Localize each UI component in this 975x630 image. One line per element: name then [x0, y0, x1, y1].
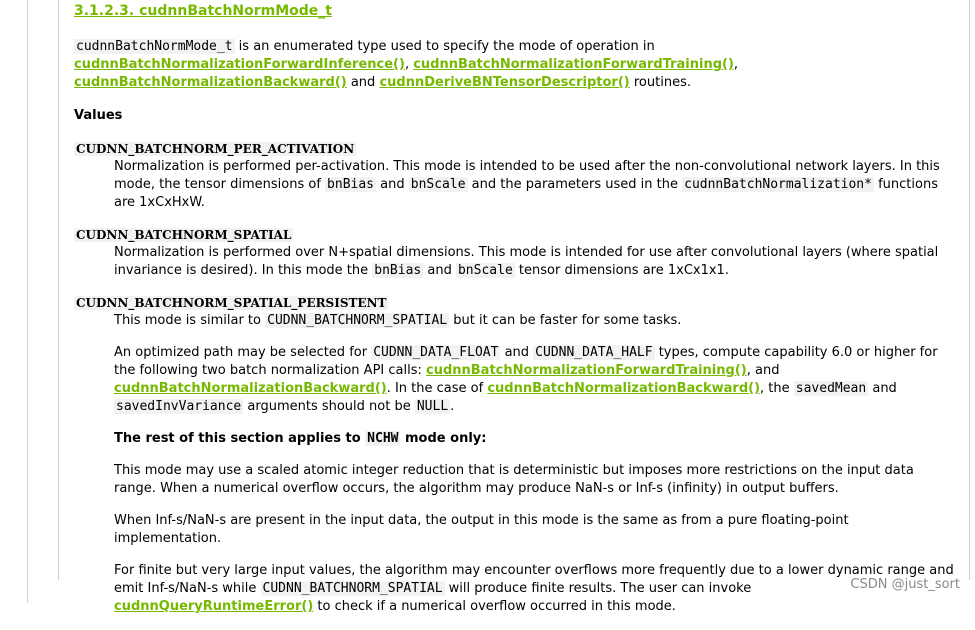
- desc-paragraph: [114, 158, 954, 212]
- desc-text: , and: [746, 363, 780, 378]
- intro-sep: and: [346, 75, 380, 90]
- intro-sep: ,: [733, 57, 739, 72]
- desc-text: and the parameters used in the: [467, 177, 683, 192]
- section-heading[interactable]: 3.1.2.3. cudnnBatchNormMode_t: [74, 3, 332, 19]
- enum-label: CUDNN_BATCHNORM_SPATIAL_PERSISTENT: [76, 296, 387, 310]
- enum-label: CUDNN_BATCHNORM_PER_ACTIVATION: [76, 142, 355, 156]
- inline-code: CUDNN_DATA_HALF: [535, 345, 653, 360]
- desc-text: will produce finite results. The user can invoke: [444, 581, 752, 596]
- desc-paragraph: [114, 344, 954, 416]
- doc-content: [74, 2, 954, 630]
- desc-text: An optimized path may be selected for: [114, 345, 372, 360]
- inline-code: savedInvVariance: [116, 399, 242, 414]
- enum-label: CUDNN_BATCHNORM_SPATIAL: [76, 228, 292, 242]
- inline-code: savedMean: [795, 381, 867, 396]
- desc-text: The rest of this section applies to: [114, 431, 366, 446]
- desc-paragraph: [114, 562, 954, 616]
- enum-desc-spatial: [114, 244, 954, 280]
- inline-code: bnScale: [457, 263, 513, 278]
- desc-paragraph: This mode may use a scaled atomic integer reduction that is deterministic but imposes more restrictions on the input data range. When a numerical overflow occurs, the algorithm may produce NaN-s or Inf-s (infinity) in output buffers.: [114, 463, 914, 496]
- link-backward[interactable]: cudnnBatchNormalizationBackward(): [114, 381, 387, 396]
- enum-desc-per-activation: [114, 158, 954, 212]
- watermark: CSDN @just_sort: [850, 577, 960, 592]
- inline-code: NCHW: [367, 431, 399, 446]
- desc-paragraph: [114, 312, 954, 330]
- desc-text: mode only:: [400, 431, 487, 446]
- desc-text: arguments should not be: [243, 399, 415, 414]
- content-border-line: [58, 0, 59, 580]
- enum-name-per-activation: [74, 140, 954, 158]
- desc-text: but it can be faster for some tasks.: [449, 313, 682, 328]
- link-forward-training[interactable]: cudnnBatchNormalizationForwardTraining(): [413, 57, 734, 72]
- desc-text: For finite but very large input values, the algorithm may encounter overflows more frequently due to a lower dynamic range and emit Inf-s/NaN-s while: [114, 563, 954, 596]
- link-backward[interactable]: cudnnBatchNormalizationBackward(): [487, 381, 761, 396]
- inline-code: CUDNN_DATA_FLOAT: [373, 345, 499, 360]
- inline-code: CUDNN_BATCHNORM_SPATIAL: [267, 313, 448, 328]
- desc-text: . In the case of: [386, 381, 488, 396]
- enum-name-spatial-persistent: [74, 294, 954, 312]
- desc-text: tensor dimensions are 1xCx1x1.: [514, 263, 729, 278]
- inline-code: CUDNN_BATCHNORM_SPATIAL: [262, 581, 443, 596]
- desc-text: and: [376, 177, 409, 192]
- intro-text: is an enumerated type used to specify the mode of operation in: [234, 39, 655, 54]
- inline-code: cudnnBatchNormalization*: [684, 177, 872, 192]
- link-forward-inference[interactable]: cudnnBatchNormalizationForwardInference(): [74, 57, 405, 72]
- inline-code: NULL: [416, 399, 449, 414]
- desc-text: functions are 1xCxHxW.: [114, 177, 938, 210]
- intro-sep: ,: [404, 57, 414, 72]
- enum-desc-spatial-persistent: [114, 312, 954, 616]
- values-list: [74, 140, 954, 616]
- inline-code: bnScale: [410, 177, 466, 192]
- desc-text: , the: [760, 381, 794, 396]
- desc-paragraph: When Inf-s/NaN-s are present in the input data, the output in this mode is the same as from a pure floating-point implementation.: [114, 513, 849, 546]
- intro-text: routines.: [629, 75, 691, 90]
- desc-paragraph: [114, 244, 954, 280]
- left-border-line: [27, 0, 28, 603]
- link-forward-training[interactable]: cudnnBatchNormalizationForwardTraining(): [426, 363, 747, 378]
- desc-text: Normalization is performed per-activation. This mode is intended to be used after the non-convolutional network layers. In this mode, the tensor dimensions of: [114, 159, 940, 192]
- desc-paragraph-note: [114, 430, 954, 448]
- right-border-line: [969, 0, 970, 580]
- link-query-runtime-error[interactable]: cudnnQueryRuntimeError(): [114, 599, 314, 614]
- desc-text: Normalization is performed over N+spatial dimensions. This mode is intended for use after convolutional layers (where spatial invariance is desired). In this mode the: [114, 245, 939, 278]
- desc-text: .: [450, 399, 455, 414]
- desc-text: and: [868, 381, 897, 396]
- desc-text: to check if a numerical overflow occurred in this mode.: [313, 599, 676, 614]
- inline-code: bnBias: [374, 263, 422, 278]
- enum-name-spatial: [74, 226, 954, 244]
- type-code: cudnnBatchNormMode_t: [76, 39, 233, 54]
- link-backward[interactable]: cudnnBatchNormalizationBackward(): [74, 75, 347, 90]
- desc-text: and: [423, 263, 456, 278]
- intro-paragraph: [74, 38, 954, 92]
- inline-code: bnBias: [327, 177, 375, 192]
- desc-text: and: [500, 345, 534, 360]
- link-derive-bn-descriptor[interactable]: cudnnDeriveBNTensorDescriptor(): [379, 75, 630, 90]
- values-title: Values: [74, 108, 123, 123]
- desc-text: This mode is similar to: [114, 313, 266, 328]
- desc-text: types, compute capability 6.0 or higher for the following two batch normalization API calls:: [114, 345, 938, 378]
